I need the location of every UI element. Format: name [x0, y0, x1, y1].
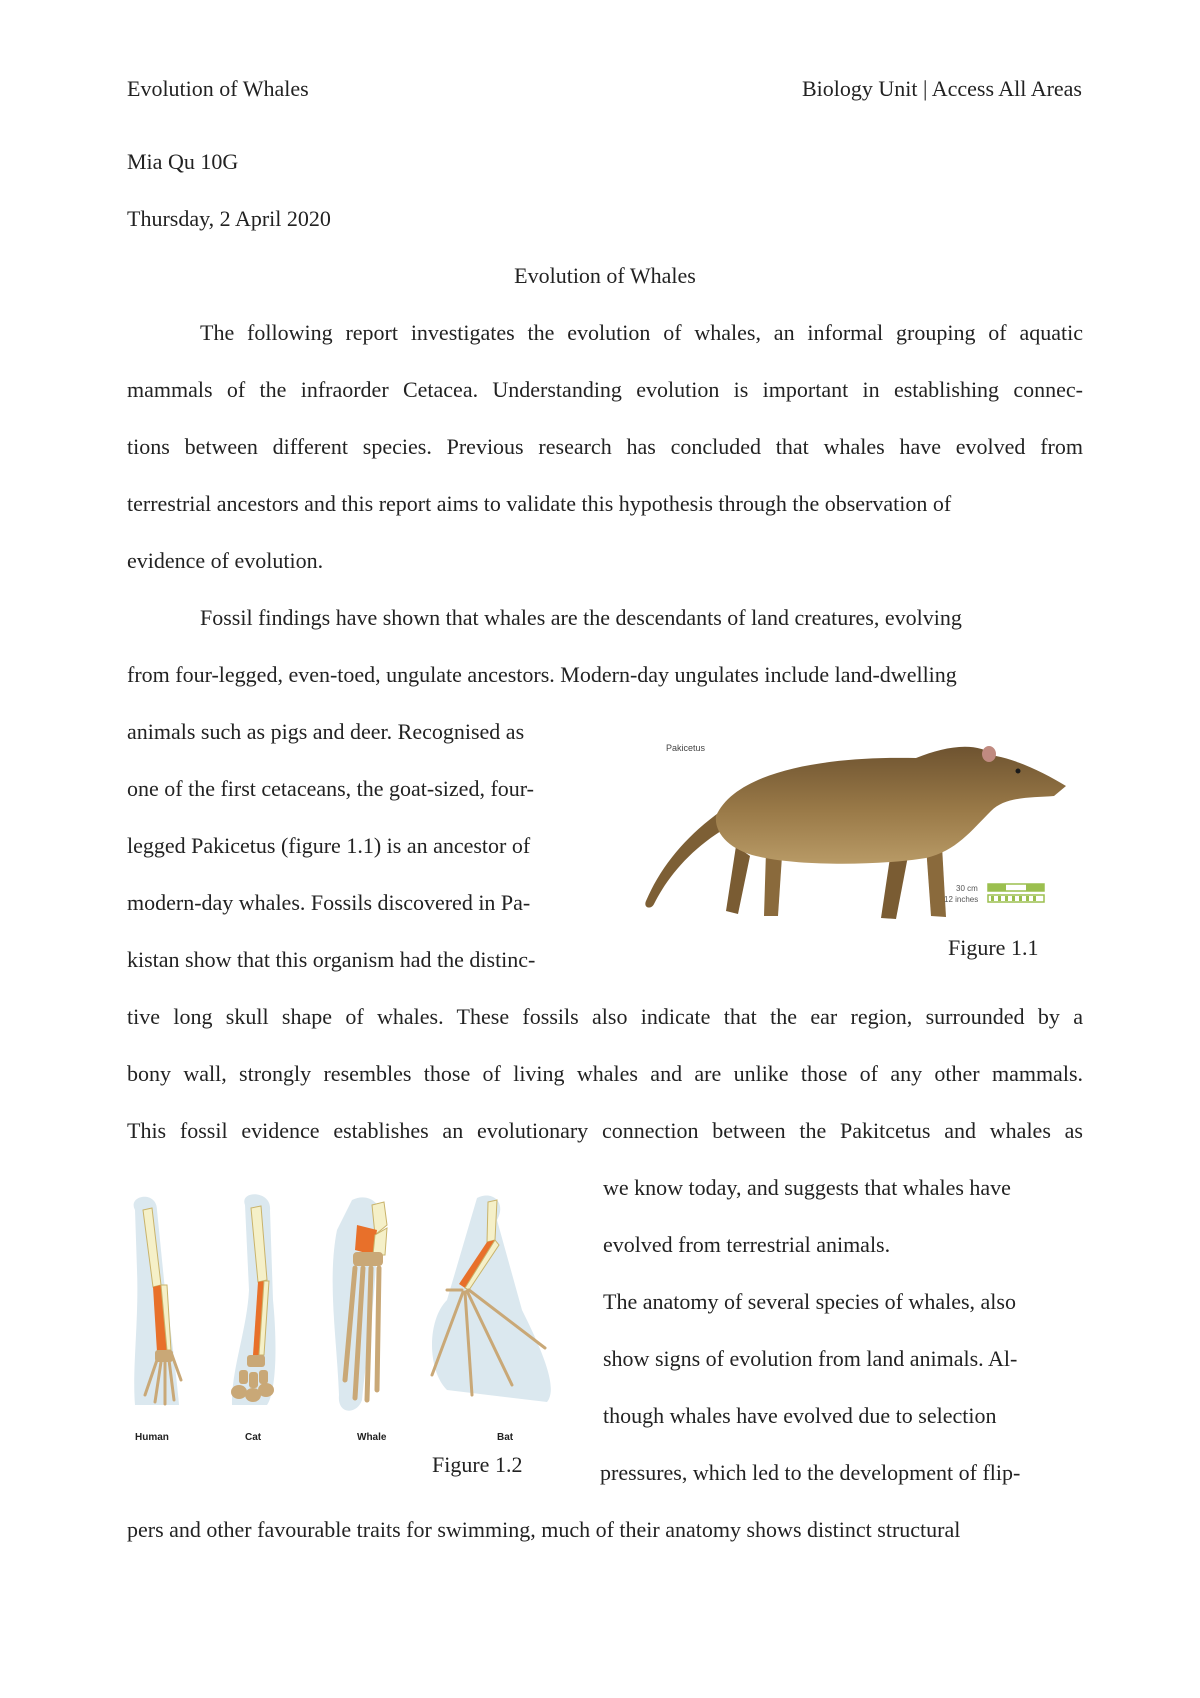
paragraph-line: animals such as pigs and deer. Recognised as	[127, 719, 525, 744]
human-limb	[134, 1197, 181, 1405]
paragraph-line: The anatomy of several species of whales, also	[603, 1289, 1016, 1314]
forelimb-figure	[127, 1190, 557, 1445]
paragraph-line: tions between different species. Previous research has concluded that whales have evolved from	[127, 434, 1083, 459]
paragraph-line: mammals of the infraorder Cetacea. Understanding evolution is important in establishing connec-	[127, 377, 1083, 402]
paragraph-line: show signs of evolution from land animals. Al-	[603, 1346, 1018, 1371]
report-title: Evolution of Whales	[514, 263, 696, 288]
bat-limb	[432, 1195, 551, 1402]
figure-label: Pakicetus	[666, 743, 706, 753]
figure-caption: Figure 1.2	[432, 1452, 523, 1477]
paragraph-line: evolved from terrestrial animals.	[603, 1232, 891, 1257]
paragraph-line: we know today, and suggests that whales have	[603, 1175, 1011, 1200]
paragraph-line: modern-day whales. Fossils discovered in Pa-	[127, 890, 531, 915]
date-line: Thursday, 2 April 2020	[127, 206, 331, 231]
pakicetus-figure	[626, 716, 1076, 936]
paragraph-line: terrestrial ancestors and this report aims to validate this hypothesis through the observation of	[127, 491, 952, 516]
header-title: Evolution of Whales	[127, 76, 309, 101]
paragraph-line: This fossil evidence establishes an evolutionary connection between the Pakitcetus and whales as	[127, 1118, 1083, 1143]
paragraph-line: pers and other favourable traits for swimming, much of their anatomy shows distinct structural	[127, 1517, 961, 1542]
author-line: Mia Qu 10G	[127, 149, 239, 174]
paragraph-line: evidence of evolution.	[127, 548, 324, 573]
scale-cm-label: 30 cm	[956, 884, 978, 893]
header-unit: Biology Unit | Access All Areas	[802, 76, 1082, 101]
paragraph-line: one of the first cetaceans, the goat-sized, four-	[127, 776, 534, 801]
paragraph-line: though whales have evolved due to selection	[603, 1403, 997, 1428]
scale-inch-label: 12 inches	[944, 895, 979, 904]
paragraph-line: kistan show that this organism had the distinc-	[127, 947, 536, 972]
limb-label-human: Human	[135, 1432, 169, 1443]
figure-caption: Figure 1.1	[948, 935, 1039, 960]
limb-label-cat: Cat	[245, 1432, 262, 1443]
forelimb-illustration	[127, 1190, 557, 1445]
paragraph-line: pressures, which led to the development of flip-	[600, 1460, 1021, 1485]
paragraph-line: Fossil findings have shown that whales are the descendants of land creatures, evolving	[200, 605, 962, 630]
paragraph-line: bony wall, strongly resembles those of living whales and are unlike those of any other mammals.	[127, 1061, 1083, 1086]
paragraph-line: The following report investigates the evolution of whales, an informal grouping of aquatic	[200, 320, 1083, 345]
paragraph-line: from four-legged, even-toed, ungulate ancestors. Modern-day ungulates include land-dwelling	[127, 662, 957, 687]
limb-label-bat: Bat	[497, 1432, 514, 1443]
paragraph-line: tive long skull shape of whales. These fossils also indicate that the ear region, surrounded by a	[127, 1004, 1083, 1029]
cat-limb	[231, 1194, 275, 1405]
limb-label-whale: Whale	[357, 1432, 387, 1443]
pakicetus-illustration	[626, 716, 1076, 936]
paragraph-line: legged Pakicetus (figure 1.1) is an ancestor of	[127, 833, 531, 858]
whale-limb	[333, 1197, 387, 1410]
